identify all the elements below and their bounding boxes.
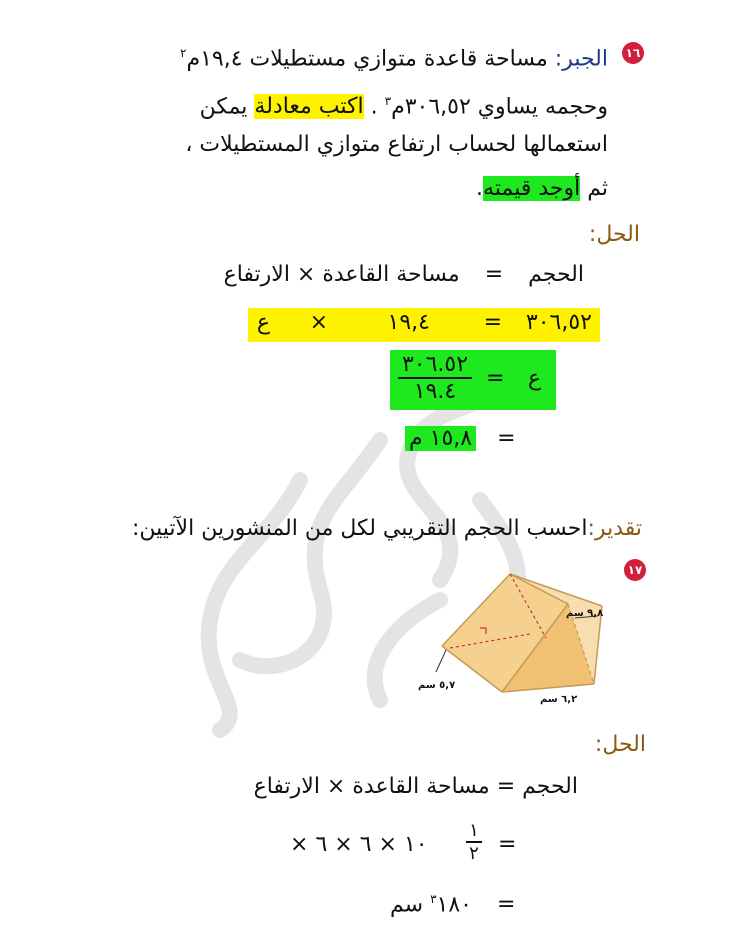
eq2-base-area: ١٩,٤ (387, 310, 430, 335)
eq1-rhs: مساحة القاعدة × الارتفاع (223, 262, 460, 287)
eq2-product: × ١٠ × ٦ × ٦ (290, 832, 428, 857)
eq2-volume: ٣٠٦,٥٢ (525, 310, 592, 335)
eq3-variable: ع (528, 366, 542, 391)
dimension-edge-label: ٩,٨ سم (566, 608, 604, 619)
solution-17-eq3 (390, 892, 515, 917)
solution-17-eq2 (290, 818, 520, 872)
problem-16-line-4 (476, 174, 608, 204)
half-fraction (466, 820, 482, 864)
estimate-line (132, 514, 642, 544)
eq4-value: ١٥,٨ م (405, 426, 476, 451)
eq3-denominator: ١٩.٤ (413, 379, 457, 404)
problem-16-label: الجبر: (554, 46, 608, 72)
highlight-find-value: أوجد قيمته (483, 176, 581, 201)
problem-16-line2-a: وحجمه يساوي ٣٠٦,٥٢م (391, 94, 608, 120)
problem-16-line2-b: . (363, 94, 385, 120)
eq3-volume-value: ١٨٠ سم (390, 892, 472, 918)
estimate-text: احسب الحجم التقريبي لكل من المنشورين الآتيين: (132, 516, 588, 541)
problem-16-line4-b: . (476, 176, 484, 201)
eq1-equals: = (484, 262, 504, 287)
eq2-equals: = (498, 832, 517, 857)
solution-16-eq2 (248, 308, 600, 342)
superscript-3-b: ٣ (430, 892, 437, 906)
solution-17-eq1: الحجم = مساحة القاعدة × الارتفاع (253, 774, 578, 799)
problem-16-badge: ١٦ (622, 42, 644, 64)
problem-16-line2-c: يمكن (199, 94, 255, 120)
problem-16-line-1 (180, 38, 608, 74)
half-numerator: ١ (469, 820, 479, 841)
highlight-write-equation: اكتب معادلة (254, 94, 364, 120)
dimension-height-label: ٥,٧ سم (418, 680, 456, 691)
eq3-numerator: ٣٠٦.٥٢ (401, 352, 469, 377)
eq2-variable: ع (256, 310, 270, 335)
problem-16-line4-a: ثم (580, 176, 608, 201)
eq2-equals: = (483, 310, 502, 335)
eq3-fraction (398, 352, 472, 404)
problem-17-badge: ١٧ (624, 559, 646, 581)
eq2-times: × (309, 310, 328, 335)
solution-16-label: الحل: (588, 222, 640, 247)
eq1-lhs: الحجم (528, 262, 584, 287)
solution-16-eq1 (224, 262, 584, 287)
superscript-3: ٣ (384, 94, 392, 108)
dimension-base-label: ٦,٢ سم (540, 694, 578, 705)
problem-16-line-2 (200, 86, 608, 122)
estimate-label: تقدير: (587, 516, 642, 541)
eq3-equals-b: = (496, 892, 516, 918)
solution-16-eq3 (390, 350, 556, 410)
solution-17-label: الحل: (594, 732, 646, 757)
solution-16-eq4 (405, 426, 516, 451)
superscript-2: ٢ (180, 46, 187, 60)
eq4-equals: = (497, 426, 516, 451)
problem-16-line1-text: مساحة قاعدة متوازي مستطيلات ١٩,٤م (186, 46, 548, 72)
eq3-equals: = (486, 366, 505, 391)
problem-16-line-3: استعمالها لحساب ارتفاع متوازي المستطيلات ، (185, 132, 608, 157)
half-denominator: ٢ (469, 843, 479, 864)
